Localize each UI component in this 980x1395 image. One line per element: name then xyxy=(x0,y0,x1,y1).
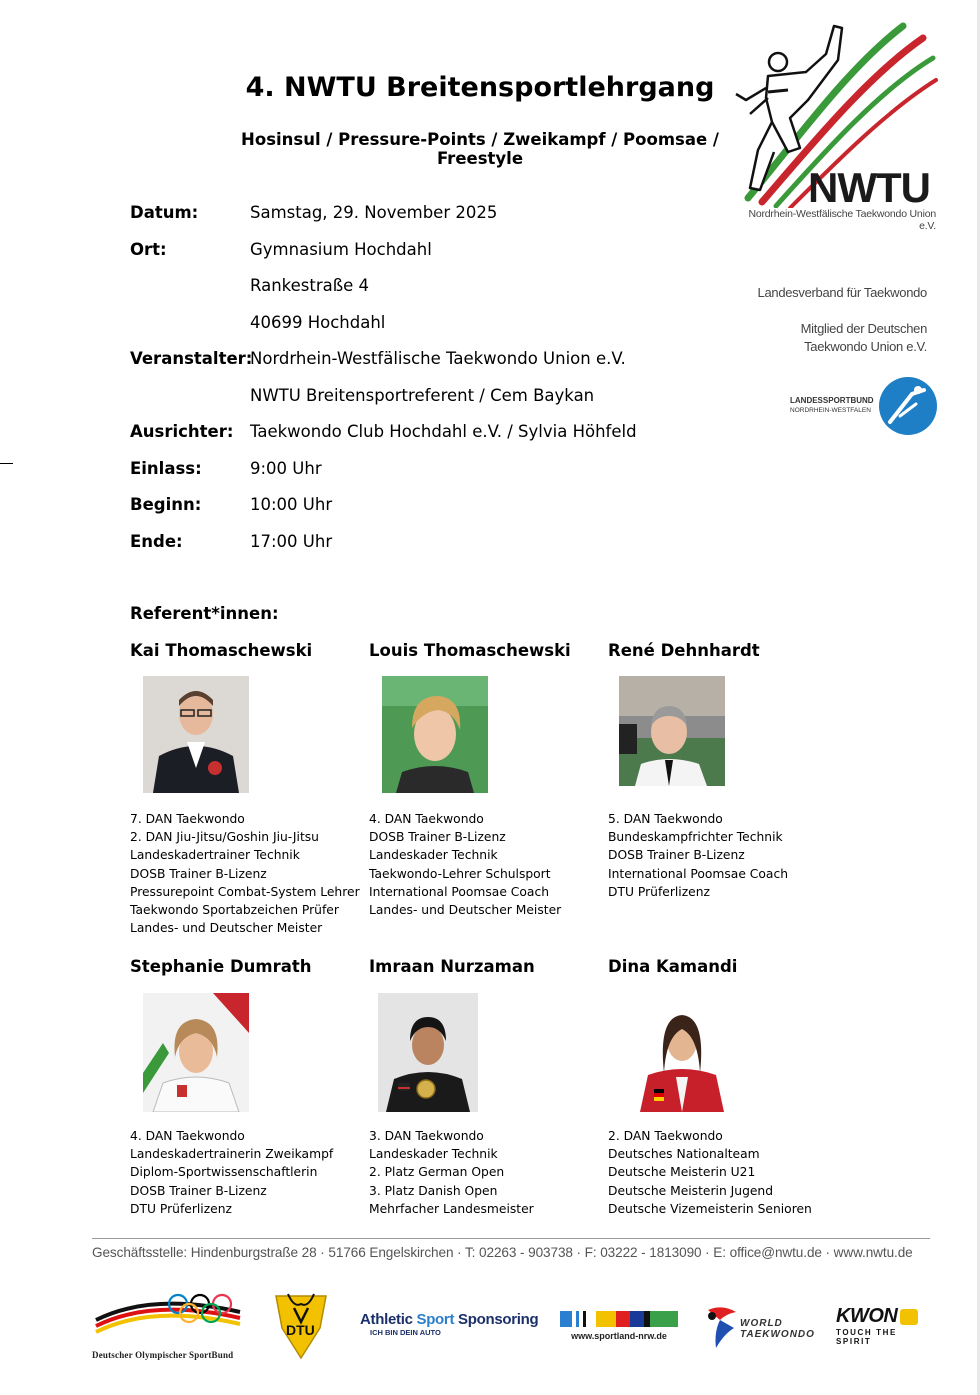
credential-line: 4. DAN Taekwondo xyxy=(369,812,484,826)
info-label: Ort: xyxy=(130,239,167,259)
referent-card xyxy=(130,957,370,1216)
credential-line: International Poomsae Coach xyxy=(369,884,550,899)
lsb-name: LANDESSPORTBUND xyxy=(790,396,874,405)
credential-line: Deutsches Nationalteam xyxy=(608,1147,760,1162)
credential-line: 2. DAN Jiu-Jitsu/Goshin Jiu-Jitsu xyxy=(130,830,319,845)
logo-tagline: Nordrhein-Westfälische Taekwondo Union e.V. xyxy=(748,208,936,232)
referent-photo xyxy=(636,993,728,1112)
credential-line: DTU Prüferlizenz xyxy=(130,1201,232,1216)
credential-line: Deutsche Meisterin U21 xyxy=(608,1165,756,1180)
referent-card xyxy=(130,641,370,936)
referent-name: René Dehnhardt xyxy=(608,641,760,660)
ass-slogan: ICH BIN DEIN AUTO xyxy=(370,1328,441,1337)
credential-line: 2. DAN Taekwondo xyxy=(608,1129,723,1143)
credential-line: 7. DAN Taekwondo xyxy=(130,812,245,826)
wt-line-1: WORLD xyxy=(740,1318,783,1329)
referent-photo xyxy=(382,676,488,793)
referent-photo xyxy=(378,993,478,1112)
referent-name: Louis Thomaschewski xyxy=(369,641,571,660)
credential-line: Landes- und Deutscher Meister xyxy=(369,903,562,918)
landessportbund-logo xyxy=(790,376,940,436)
dtu-lettering: DTU xyxy=(286,1322,315,1338)
info-row xyxy=(130,386,637,423)
referent-credentials xyxy=(608,810,788,901)
dtu-logo xyxy=(272,1288,330,1360)
ass-word-2: Sport xyxy=(416,1311,455,1328)
org-affiliation: Landesverband für Taekwondo xyxy=(757,285,927,300)
dosb-text: Deutscher Olympischer SportBund xyxy=(92,1350,234,1360)
referent-card xyxy=(608,641,848,899)
credential-line: Bundeskampfrichter Technik xyxy=(608,830,783,845)
info-value: Taekwondo Club Hochdahl e.V. / Sylvia Höhfeld xyxy=(250,422,637,441)
lsb-emblem-icon xyxy=(878,376,938,436)
margin-mark xyxy=(0,463,13,464)
info-row xyxy=(130,240,637,277)
referent-photo xyxy=(619,676,725,786)
kwon-fist-icon xyxy=(900,1309,918,1325)
credential-line: DTU Prüferlizenz xyxy=(608,884,710,899)
referent-photo xyxy=(143,676,249,793)
credential-line: Landes- und Deutscher Meister xyxy=(130,921,323,936)
credential-line: 3. DAN Taekwondo xyxy=(369,1129,484,1143)
info-row xyxy=(130,203,637,240)
info-row xyxy=(130,495,637,532)
info-row xyxy=(130,459,637,496)
credential-line: 5. DAN Taekwondo xyxy=(608,812,723,826)
info-value: 10:00 Uhr xyxy=(250,495,333,514)
info-label xyxy=(130,276,250,313)
credential-line: DOSB Trainer B-Lizenz xyxy=(608,848,745,863)
page-title: 4. NWTU Breitensportlehrgang xyxy=(245,72,715,103)
info-label: Ausrichter: xyxy=(130,422,234,441)
credential-line: Deutsche Meisterin Jugend xyxy=(608,1183,774,1198)
referent-card xyxy=(608,957,848,1216)
kwon-logo xyxy=(836,1305,932,1346)
credential-line: DOSB Trainer B-Lizenz xyxy=(369,830,506,845)
nwtu-logo xyxy=(728,18,938,232)
info-label xyxy=(130,313,250,350)
credential-line: 2. Platz German Open xyxy=(369,1165,505,1180)
referent-name: Imraan Nurzaman xyxy=(369,957,535,976)
info-row xyxy=(130,349,637,386)
credential-line: Deutsche Vizemeisterin Senioren xyxy=(608,1201,812,1216)
credential-line: Landeskadertrainer Technik xyxy=(130,848,300,863)
info-label: Beginn: xyxy=(130,495,202,514)
info-row xyxy=(130,532,637,569)
lsb-region: NORDRHEIN-WESTFALEN xyxy=(790,407,871,414)
credential-line: Mehrfacher Landesmeister xyxy=(369,1201,534,1216)
info-label: Veranstalter: xyxy=(130,349,253,368)
footer-divider xyxy=(92,1238,930,1239)
sportland-color-bar-icon xyxy=(560,1311,678,1327)
referent-photo xyxy=(143,993,249,1112)
world-taekwondo-logo xyxy=(704,1304,814,1352)
kwon-name: KWON xyxy=(836,1305,898,1327)
info-value: Rankestraße 4 xyxy=(250,276,370,295)
info-value: 9:00 Uhr xyxy=(250,458,322,478)
info-row xyxy=(130,313,637,350)
info-row xyxy=(130,276,637,313)
logo-lettering: NWTU xyxy=(808,164,930,211)
referent-card xyxy=(369,641,609,918)
referent-name: Dina Kamandi xyxy=(608,957,738,976)
sportland-nrw-logo xyxy=(560,1311,678,1341)
info-row xyxy=(130,422,637,459)
org-membership-line2: Taekwondo Union e.V. xyxy=(804,339,927,354)
credential-line: International Poomsae Coach xyxy=(608,866,789,881)
credential-line: Diplom-Sportwissenschaftlerin xyxy=(130,1165,318,1180)
credential-line: Landeskader Technik xyxy=(369,848,498,863)
credential-line: 3. Platz Danish Open xyxy=(369,1183,498,1198)
wt-line-2: TAEKWONDO xyxy=(740,1329,815,1340)
credential-line: 4. DAN Taekwondo xyxy=(130,1129,245,1143)
referent-credentials xyxy=(369,810,561,919)
info-value: Samstag, 29. November 2025 xyxy=(250,203,498,222)
referent-name: Kai Thomaschewski xyxy=(130,641,313,660)
kwon-tagline: TOUCH THE SPIRIT xyxy=(836,1328,897,1346)
referents-heading: Referent*innen: xyxy=(130,604,279,623)
credential-line: DOSB Trainer B-Lizenz xyxy=(130,866,267,881)
info-value: 40699 Hochdahl xyxy=(250,312,386,332)
referent-card xyxy=(369,957,609,1216)
info-label xyxy=(130,386,250,423)
olympic-rings-icon xyxy=(92,1290,244,1340)
dosb-logo xyxy=(92,1290,244,1360)
info-label: Einlass: xyxy=(130,458,202,478)
world-taekwondo-icon xyxy=(704,1304,738,1350)
credential-line: Taekwondo-Lehrer Schulsport xyxy=(369,866,551,881)
page-subtitle: Hosinsul / Pressure-Points / Zweikampf / Poomsae / Freestyle xyxy=(241,130,719,168)
info-value: Nordrhein-Westfälische Taekwondo Union e.V. xyxy=(250,349,626,368)
referent-credentials xyxy=(608,1127,812,1218)
org-membership-line1: Mitglied der Deutschen xyxy=(800,321,927,336)
credential-line: Landeskadertrainerin Zweikampf xyxy=(130,1147,334,1162)
credential-line: DOSB Trainer B-Lizenz xyxy=(130,1183,267,1198)
info-value: 17:00 Uhr xyxy=(250,531,333,551)
referent-name: Stephanie Dumrath xyxy=(130,957,312,976)
credential-line: Pressurepoint Combat-System Lehrer xyxy=(130,884,360,899)
referent-credentials xyxy=(130,810,360,937)
athletic-sport-sponsoring-logo xyxy=(360,1311,538,1337)
referent-credentials xyxy=(130,1127,333,1218)
ass-word-1: Athletic xyxy=(360,1311,413,1328)
credential-line: Taekwondo Sportabzeichen Prüfer xyxy=(130,903,339,918)
info-label: Ende: xyxy=(130,531,183,551)
ass-word-3: Sponsoring xyxy=(458,1311,539,1328)
info-value: Gymnasium Hochdahl xyxy=(250,239,432,259)
info-value: NWTU Breitensportreferent / Cem Baykan xyxy=(250,385,595,405)
credential-line: Landeskader Technik xyxy=(369,1147,498,1162)
referent-credentials xyxy=(369,1127,534,1218)
info-label: Datum: xyxy=(130,203,199,222)
sportland-url: www.sportland-nrw.de xyxy=(571,1331,667,1341)
footer-address: Geschäftsstelle: Hindenburgstraße 28 · 51766 Engelskirchen · T: 02263 - 903738 · F: 03222 - 1813090 · E: office@nwtu.de · www.nwtu.de xyxy=(92,1245,913,1260)
event-info xyxy=(130,203,637,568)
